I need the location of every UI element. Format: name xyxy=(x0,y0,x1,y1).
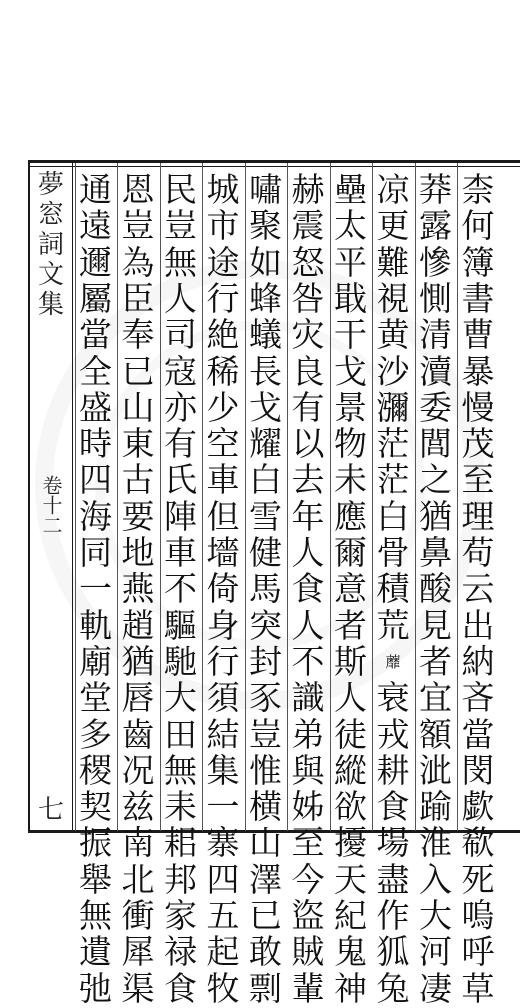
text-char: 瀆 xyxy=(419,351,452,391)
text-char: 猶 xyxy=(121,641,155,681)
text-char: 况 xyxy=(121,750,155,790)
text-char: 為 xyxy=(121,242,155,282)
text-char: 澤 xyxy=(249,859,282,899)
text-char: 擾 xyxy=(334,823,367,863)
text-char: 耜 xyxy=(164,823,197,863)
text-char: 河 xyxy=(419,932,452,972)
text-char: 積 xyxy=(376,569,410,609)
text-char: 姊 xyxy=(291,787,325,827)
text-char: 人 xyxy=(164,278,197,318)
banxin-divider xyxy=(72,160,73,833)
text-column xyxy=(76,170,116,1008)
column-rule xyxy=(117,163,118,831)
text-column xyxy=(203,170,243,1008)
text-char: 理 xyxy=(461,496,495,536)
text-char: 柰 xyxy=(461,170,495,209)
column-rule xyxy=(202,163,203,831)
text-char: 壘 xyxy=(334,170,367,209)
text-char: 家 xyxy=(164,896,197,935)
text-char: 堂 xyxy=(79,678,112,718)
text-char: 要 xyxy=(121,496,155,536)
text-char: 震 xyxy=(291,206,325,246)
text-char: 歔 xyxy=(461,787,495,827)
text-char: 古 xyxy=(121,460,155,500)
text-char: 斯 xyxy=(334,641,367,681)
text-char: 額 xyxy=(419,714,452,754)
text-char: 食 xyxy=(376,787,410,827)
text-char: 衝 xyxy=(121,896,155,935)
text-char: 恩 xyxy=(121,170,155,209)
text-char: 難 xyxy=(376,242,410,282)
text-char: 鼻 xyxy=(419,533,452,572)
text-char: 云 xyxy=(461,569,495,609)
text-char: 馬 xyxy=(249,569,282,609)
text-char: 盡 xyxy=(376,859,410,899)
text-char: 苟 xyxy=(461,533,495,572)
text-char: 人 xyxy=(334,678,367,718)
text-char: 今 xyxy=(291,859,325,899)
text-char: 山 xyxy=(249,823,282,863)
text-char: 齒 xyxy=(121,714,155,754)
text-char: 豕 xyxy=(249,678,282,718)
text-char: 須 xyxy=(206,678,240,718)
text-char: 更 xyxy=(376,206,410,246)
text-char: 起 xyxy=(206,932,240,972)
text-char: 作 xyxy=(376,896,410,935)
text-column xyxy=(458,170,498,1008)
text-char: 戈 xyxy=(334,351,367,391)
text-char: 凄 xyxy=(419,968,452,1008)
text-char: 閭 xyxy=(419,424,452,464)
column-rule xyxy=(372,163,373,831)
text-char: 嘯 xyxy=(249,170,282,209)
text-char: 酸 xyxy=(419,569,452,609)
text-char: 良 xyxy=(291,351,325,391)
text-char: 呼 xyxy=(461,932,495,972)
text-char: 弟 xyxy=(291,714,325,754)
annotation-char: 蘼 xyxy=(385,652,401,671)
text-char: 豈 xyxy=(249,714,282,754)
column-rule xyxy=(75,163,76,831)
text-char: 沙 xyxy=(376,351,410,391)
text-char: 地 xyxy=(121,533,155,572)
text-char: 遠 xyxy=(79,206,112,246)
text-char: 司 xyxy=(164,315,197,355)
text-char: 唇 xyxy=(121,678,155,718)
text-char: 者 xyxy=(419,641,452,681)
text-char: 耕 xyxy=(376,750,410,790)
text-char: 欲 xyxy=(334,787,367,827)
text-char: 已 xyxy=(121,351,155,391)
text-char: 至 xyxy=(461,460,495,500)
text-char: 雪 xyxy=(249,496,282,536)
text-char: 振 xyxy=(79,823,112,863)
text-char: 戎 xyxy=(376,714,410,754)
text-char: 遺 xyxy=(79,932,112,972)
text-column xyxy=(246,170,286,1008)
text-char: 盛 xyxy=(79,387,112,427)
column-rule xyxy=(457,163,458,831)
text-char: 露 xyxy=(419,206,452,246)
text-char: 空 xyxy=(206,424,240,464)
text-char: 通 xyxy=(79,170,112,209)
text-char: 賊 xyxy=(291,932,325,972)
text-char: 黄 xyxy=(376,315,410,355)
text-char: 田 xyxy=(164,714,197,754)
text-char: 干 xyxy=(334,315,367,355)
column-rule xyxy=(160,163,161,831)
text-char: 邇 xyxy=(79,242,112,282)
text-char: 海 xyxy=(79,496,112,536)
text-char: 南 xyxy=(121,823,155,863)
text-char: 民 xyxy=(164,170,197,209)
text-char: 赫 xyxy=(291,170,325,209)
banxin-title-char: 詞 xyxy=(37,230,64,260)
text-char: 欷 xyxy=(461,823,495,863)
text-char: 奉 xyxy=(121,315,155,355)
text-char: 蟻 xyxy=(249,315,282,355)
text-char: 以 xyxy=(291,424,325,464)
text-char: 委 xyxy=(419,387,452,427)
text-char: 一 xyxy=(206,787,240,827)
text-char: 怒 xyxy=(291,242,325,282)
banxin-title-char: 文 xyxy=(37,260,64,290)
text-char: 當 xyxy=(79,315,112,355)
text-char: 茫 xyxy=(376,460,410,500)
text-char: 人 xyxy=(291,533,325,572)
banxin-title-char: 夢 xyxy=(37,170,64,200)
text-char: 燕 xyxy=(121,569,155,609)
text-char: 有 xyxy=(164,424,197,464)
text-char: 至 xyxy=(291,823,325,863)
text-char: 太 xyxy=(334,206,367,246)
frame-left-border xyxy=(28,160,30,833)
text-char: 者 xyxy=(334,605,367,645)
text-char: 去 xyxy=(291,460,325,500)
text-column xyxy=(161,170,201,1008)
text-char: 紀 xyxy=(334,896,367,935)
text-char: 健 xyxy=(249,533,282,572)
text-char: 趙 xyxy=(121,605,155,645)
text-char: 物 xyxy=(334,424,367,464)
text-char: 簿 xyxy=(461,242,495,282)
text-char: 東 xyxy=(121,424,155,464)
text-char: 耒 xyxy=(164,787,197,827)
text-char: 驅 xyxy=(164,605,197,645)
text-char: 少 xyxy=(206,387,240,427)
text-char: 狐 xyxy=(376,932,410,972)
text-char: 有 xyxy=(291,387,325,427)
text-char: 陣 xyxy=(164,496,197,536)
text-char: 兔 xyxy=(376,968,410,1008)
frame-top-border xyxy=(28,160,520,163)
text-char: 泚 xyxy=(419,750,452,790)
text-char: 渠 xyxy=(121,968,155,1008)
text-char: 突 xyxy=(249,605,282,645)
text-char: 軌 xyxy=(79,605,112,645)
text-char: 白 xyxy=(249,460,282,500)
text-char: 吝 xyxy=(461,678,495,718)
text-char: 咎 xyxy=(291,278,325,318)
text-char: 惟 xyxy=(249,750,282,790)
text-char: 骨 xyxy=(376,533,410,572)
text-char: 視 xyxy=(376,278,410,318)
text-char: 兹 xyxy=(121,787,155,827)
text-char: 不 xyxy=(164,569,197,609)
text-char: 車 xyxy=(164,533,197,572)
text-char: 蜂 xyxy=(249,278,282,318)
text-char: 踰 xyxy=(419,787,452,827)
text-char: 出 xyxy=(461,605,495,645)
text-char: 猶 xyxy=(419,496,452,536)
text-char: 盜 xyxy=(291,896,325,935)
text-char: 瀰 xyxy=(376,387,410,427)
text-column xyxy=(373,170,413,1008)
text-char: 景 xyxy=(334,387,367,427)
text-char: 徒 xyxy=(334,714,367,754)
text-char: 年 xyxy=(291,496,325,536)
text-char: 屬 xyxy=(79,278,112,318)
text-char: 稷 xyxy=(79,750,112,790)
text-char: 長 xyxy=(249,351,282,391)
banxin-page-number: 七 xyxy=(37,795,64,825)
text-char: 不 xyxy=(291,641,325,681)
text-char: 城 xyxy=(206,170,240,209)
text-char: 牧 xyxy=(206,968,240,1008)
text-char: 納 xyxy=(461,641,495,681)
text-char: 五 xyxy=(206,896,240,935)
text-char: 凉 xyxy=(376,170,410,209)
text-char: 墻 xyxy=(206,533,240,572)
text-char: 馳 xyxy=(164,641,197,681)
text-char: 場 xyxy=(376,823,410,863)
text-char: 戢 xyxy=(334,278,367,318)
text-char: 清 xyxy=(419,315,452,355)
text-char: 與 xyxy=(291,750,325,790)
text-char: 絶 xyxy=(206,315,240,355)
text-char: 應 xyxy=(334,496,367,536)
text-char: 契 xyxy=(79,787,112,827)
text-char: 惻 xyxy=(419,278,452,318)
text-char: 荒 xyxy=(376,605,410,645)
text-char: 見 xyxy=(419,605,452,645)
text-char: 途 xyxy=(206,242,240,282)
text-char: 草 xyxy=(461,968,495,1008)
text-char: 嗚 xyxy=(461,896,495,935)
text-char: 爾 xyxy=(334,533,367,572)
text-char: 識 xyxy=(291,678,325,718)
text-char: 氏 xyxy=(164,460,197,500)
text-char: 無 xyxy=(164,242,197,282)
text-char: 已 xyxy=(249,896,282,935)
text-char: 大 xyxy=(164,678,197,718)
text-char: 北 xyxy=(121,859,155,899)
text-char: 封 xyxy=(249,641,282,681)
text-char: 輩 xyxy=(291,968,325,1008)
banxin-center-column xyxy=(32,170,70,825)
text-column xyxy=(118,170,158,1008)
text-char: 弛 xyxy=(79,968,112,1008)
text-column xyxy=(288,170,328,1008)
text-char: 何 xyxy=(461,206,495,246)
text-char: 集 xyxy=(206,750,240,790)
text-char: 天 xyxy=(334,859,367,899)
text-char: 車 xyxy=(206,460,240,500)
frame-top-inner-border xyxy=(28,166,520,167)
text-char: 稀 xyxy=(206,351,240,391)
text-char: 廟 xyxy=(79,641,112,681)
text-char: 平 xyxy=(334,242,367,282)
banxin-title-char: 集 xyxy=(37,290,64,320)
text-char: 慢 xyxy=(461,387,495,427)
text-char: 茂 xyxy=(461,424,495,464)
text-char: 市 xyxy=(206,206,240,246)
text-char: 人 xyxy=(291,605,325,645)
text-char: 同 xyxy=(79,533,112,572)
text-char: 四 xyxy=(79,460,112,500)
text-char: 之 xyxy=(419,460,452,500)
text-char: 禄 xyxy=(164,932,197,972)
text-char: 無 xyxy=(164,750,197,790)
text-char: 閔 xyxy=(461,750,495,790)
text-char: 當 xyxy=(461,714,495,754)
text-char: 敢 xyxy=(249,932,282,972)
text-char: 意 xyxy=(334,569,367,609)
text-char: 剽 xyxy=(249,968,282,1008)
text-char: 舉 xyxy=(79,859,112,899)
text-column xyxy=(331,170,371,1008)
text-char: 未 xyxy=(334,460,367,500)
banxin-title-char: 窓 xyxy=(37,200,64,230)
text-char: 暴 xyxy=(461,351,495,391)
text-char: 結 xyxy=(206,714,240,754)
banxin-volume: 卷十二 xyxy=(39,475,63,535)
text-char: 戈 xyxy=(249,387,282,427)
text-char: 犀 xyxy=(121,932,155,972)
text-char: 山 xyxy=(121,387,155,427)
text-char: 一 xyxy=(79,569,112,609)
text-char: 倚 xyxy=(206,569,240,609)
column-rule xyxy=(245,163,246,831)
text-char: 邦 xyxy=(164,859,197,899)
column-rule xyxy=(330,163,331,831)
column-rule xyxy=(415,163,416,831)
text-char: 如 xyxy=(249,242,282,282)
column-rule xyxy=(287,163,288,831)
text-char: 寇 xyxy=(164,351,197,391)
text-char: 神 xyxy=(334,968,367,1008)
text-char: 衰 xyxy=(376,678,410,718)
text-char: 慘 xyxy=(419,242,452,282)
text-char: 鬼 xyxy=(334,932,367,972)
text-char: 亦 xyxy=(164,387,197,427)
text-char: 書 xyxy=(461,278,495,318)
text-char: 行 xyxy=(206,278,240,318)
text-char: 行 xyxy=(206,641,240,681)
text-char: 但 xyxy=(206,496,240,536)
text-char: 耀 xyxy=(249,424,282,464)
text-char: 食 xyxy=(164,968,197,1008)
text-column xyxy=(416,170,456,1008)
text-char: 莽 xyxy=(419,170,452,209)
text-char: 大 xyxy=(419,896,452,935)
text-char: 多 xyxy=(79,714,112,754)
text-char: 豈 xyxy=(121,206,155,246)
text-char: 入 xyxy=(419,859,452,899)
text-char: 聚 xyxy=(249,206,282,246)
text-char: 臣 xyxy=(121,278,155,318)
text-char: 豈 xyxy=(164,206,197,246)
text-char: 全 xyxy=(79,351,112,391)
text-char: 時 xyxy=(79,424,112,464)
text-char: 灾 xyxy=(291,315,325,355)
text-char: 寨 xyxy=(206,823,240,863)
text-char: 曹 xyxy=(461,315,495,355)
text-char: 宜 xyxy=(419,678,452,718)
text-char: 白 xyxy=(376,496,410,536)
text-char: 身 xyxy=(206,605,240,645)
text-char: 死 xyxy=(461,859,495,899)
text-char: 横 xyxy=(249,787,282,827)
text-char: 縱 xyxy=(334,750,367,790)
text-char: 淮 xyxy=(419,823,452,863)
text-char: 無 xyxy=(79,896,112,935)
text-char: 食 xyxy=(291,569,325,609)
text-char: 四 xyxy=(206,859,240,899)
text-char: 茫 xyxy=(376,424,410,464)
